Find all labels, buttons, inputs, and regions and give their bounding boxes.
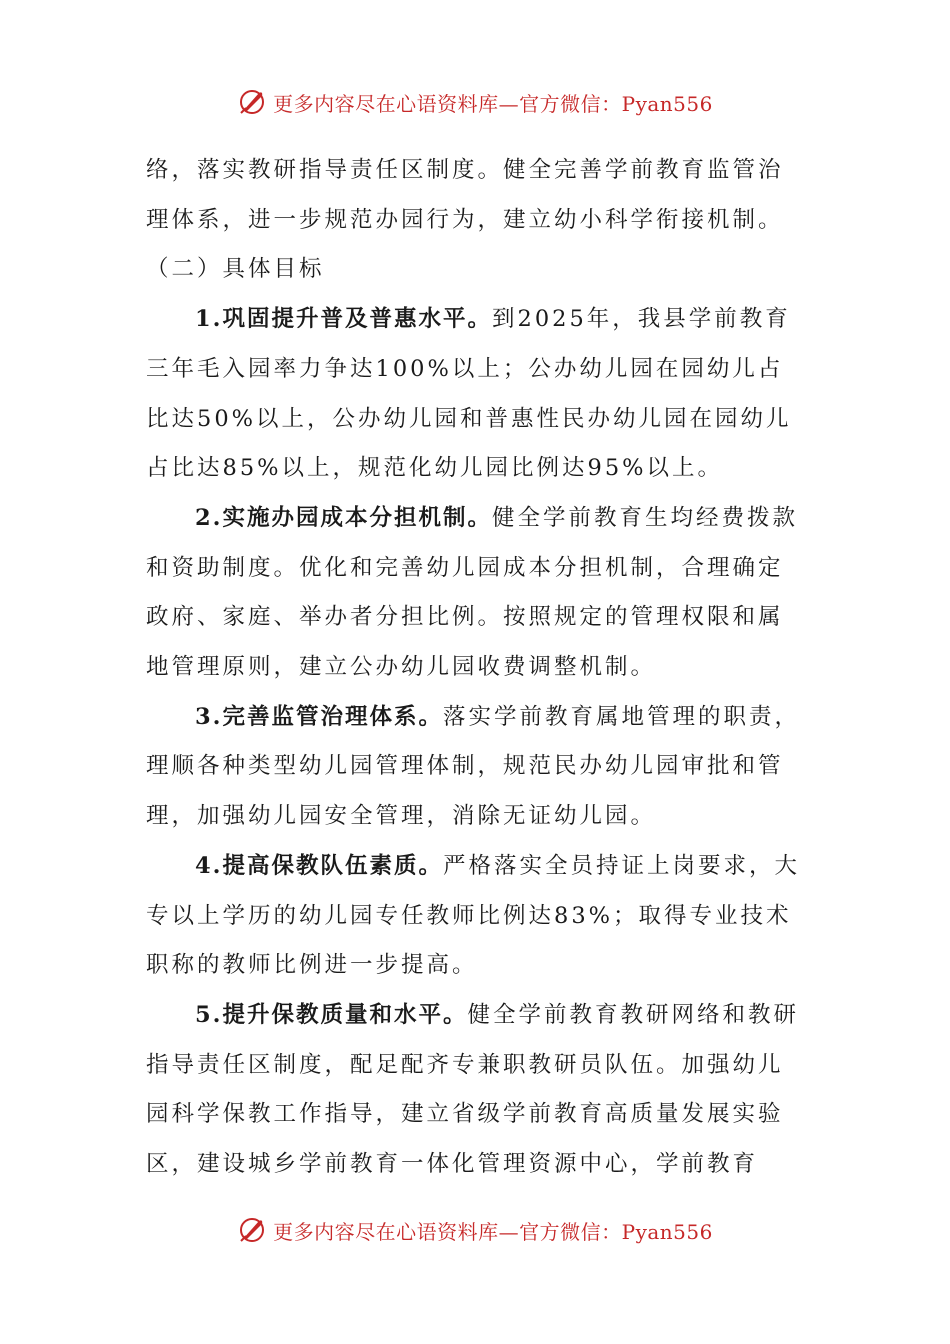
goal-text-1: 到2025年，我县学前教育三年毛入园率力争达100%以上；公办幼儿园在园幼儿占比达50%以上，公办幼儿园和普惠性民办幼儿园在园幼儿占比达85%以上，规范化幼儿园比例达95%以上。 xyxy=(146,306,792,482)
goal-lead-5: 5.提升保教质量和水平。 xyxy=(195,1001,468,1028)
goal-text-2: 健全学前教育生均经费拨款和资助制度。优化和完善幼儿园成本分担机制，合理确定政府、家庭、举办者分担比例。按照规定的管理权限和属地管理原则，建立公办幼儿园收费调整机制。 xyxy=(146,504,799,681)
goal-text-4: 严格落实全员持证上岗要求，大专以上学历的幼儿园专任教师比例达83%；取得专业技术职称的教师比例进一步提高。 xyxy=(146,852,801,979)
goal-lead-1: 1.巩固提升普及普惠水平。 xyxy=(195,306,492,333)
goal-paragraph-5 xyxy=(146,991,806,1190)
watermark-banner-top xyxy=(0,82,950,122)
quill-logo-icon xyxy=(237,87,267,117)
watermark-text: 更多内容尽在心语资料库—官方微信：Pyan556 xyxy=(273,1219,713,1244)
goal-paragraph-2 xyxy=(146,494,806,693)
document-body xyxy=(146,146,806,1190)
goal-lead-3: 3.完善监管治理体系。 xyxy=(195,703,443,730)
goal-lead-2: 2.实施办园成本分担机制。 xyxy=(195,504,492,531)
goal-paragraph-1 xyxy=(146,295,806,494)
goal-text-3: 落实学前教育属地管理的职责，理顺各种类型幼儿园管理体制，规范民办幼儿园审批和管理，加强幼儿园安全管理，消除无证幼儿园。 xyxy=(146,703,801,830)
quill-logo-icon xyxy=(237,1215,267,1245)
goal-paragraph-4 xyxy=(146,842,806,991)
goal-paragraph-3 xyxy=(146,693,806,842)
continuation-paragraph: 络，落实教研指导责任区制度。健全完善学前教育监管治理体系，进一步规范办园行为，建立幼小科学衔接机制。 xyxy=(146,157,784,233)
goal-text-5: 健全学前教育教研网络和教研指导责任区制度，配足配齐专兼职教研员队伍。加强幼儿园科学保教工作指导，建立省级学前教育高质量发展实验区，建设城乡学前教育一体化管理资源中心，学前教育 xyxy=(146,1001,800,1178)
watermark-banner-bottom xyxy=(0,1210,950,1250)
section-heading: （二）具体目标 xyxy=(146,256,325,283)
goal-lead-4: 4.提高保教队伍素质。 xyxy=(195,852,443,879)
watermark-text: 更多内容尽在心语资料库—官方微信：Pyan556 xyxy=(273,91,713,116)
